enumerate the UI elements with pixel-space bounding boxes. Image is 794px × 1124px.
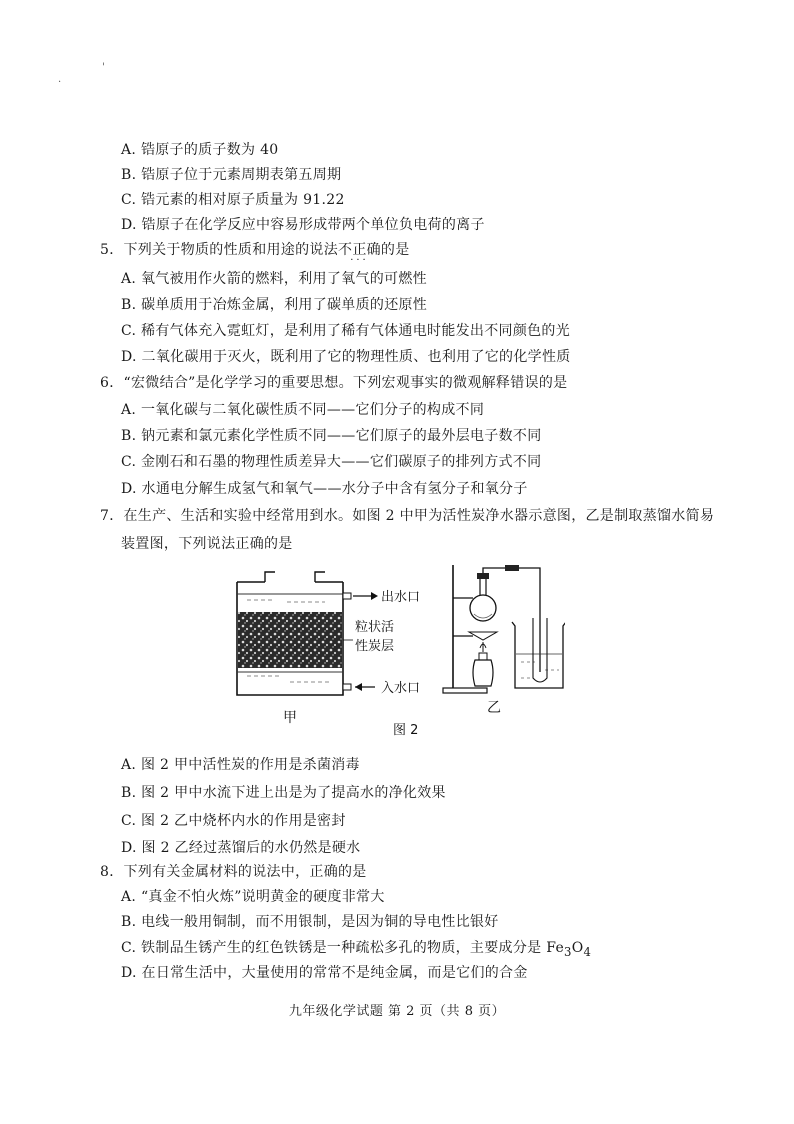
q5-option-d: D. 二氧化碳用于灭火，既利用了它的物理性质、也利用了它的化学性质 <box>121 349 571 365</box>
q7-option-d: D. 图 2 乙经过蒸馏后的水仍然是硬水 <box>121 840 361 856</box>
q6-option-a: A. 一氧化碳与二氧化碳性质不同——它们分子的构成不同 <box>121 402 485 418</box>
inlet-label: 入水口 <box>381 681 421 696</box>
q6-stem: 6．“宏微结合”是化学学习的重要思想。下列宏观事实的微观解释错误的是 <box>100 375 568 391</box>
chemical-formula: $Fe_3O_4$ <box>546 940 592 959</box>
emphasis-text: 不正确 ··· <box>338 242 381 266</box>
carbon-layer-label-2: 性炭层 <box>355 639 395 654</box>
q5-option-c: C. 稀有气体充入霓虹灯，是利用了稀有气体通电时能发出不同颜色的光 <box>121 323 571 339</box>
q8-option-a: A. “真金不怕火炼”说明黄金的硬度非常大 <box>121 889 385 905</box>
figure-2 <box>225 560 565 750</box>
q7-stem-line1: 7．在生产、生活和实验中经常用到水。如图 2 中甲为活性炭净水器示意图，乙是制取蒸馏水简易 <box>100 508 715 524</box>
q5-stem: 5．下列关于物质的性质和用途的说法不正确 ··· 的是 <box>100 242 410 266</box>
q6-option-b: B. 钠元素和氯元素化学性质不同——它们原子的最外层电子数不同 <box>121 428 542 444</box>
q8-option-b: B. 电线一般用铜制，而不用银制，是因为铜的导电性比银好 <box>121 914 499 930</box>
q5-option-a: A. 氧气被用作火箭的燃料，利用了氧气的可燃性 <box>121 271 427 287</box>
q5-option-b: B. 碳单质用于冶炼金属，利用了碳单质的还原性 <box>121 297 428 313</box>
purifier-diagram <box>237 572 420 726</box>
figure-caption: 图 2 <box>393 723 419 738</box>
distillation-diagram <box>443 565 565 716</box>
q6-option-c: C. 金刚石和石墨的物理性质差异大——它们碳原子的排列方式不同 <box>121 454 542 470</box>
q8-stem: 8．下列有关金属材料的说法中，正确的是 <box>100 864 367 880</box>
outlet-label: 出水口 <box>381 590 421 605</box>
q4-option-a: A. 锆原子的质子数为 40 <box>121 142 279 158</box>
page-footer: 九年级化学试题 第 2 页（共 8 页） <box>288 1004 506 1019</box>
q4-option-b: B. 锆原子位于元素周期表第五周期 <box>121 167 342 183</box>
q7-option-a: A. 图 2 甲中活性炭的作用是杀菌消毒 <box>121 757 360 773</box>
q4-option-c: C. 锆元素的相对原子质量为 91.22 <box>121 192 345 208</box>
figure-label-b: 乙 <box>487 700 501 716</box>
q8-option-c: C. 铁制品生锈产生的红色铁锈是一种疏松多孔的物质，主要成分是 $Fe_3O_4$ <box>121 940 592 959</box>
figure-label-a: 甲 <box>283 710 297 726</box>
q4-option-d: D. 锆原子在化学反应中容易形成带两个单位负电荷的离子 <box>121 217 485 233</box>
q8-option-d: D. 在日常生活中，大量使用的常常不是纯金属，而是它们的合金 <box>121 965 528 981</box>
q6-option-d: D. 水通电分解生成氢气和氧气——水分子中含有氢分子和氧分子 <box>121 481 528 497</box>
q7-option-b: B. 图 2 甲中水流下进上出是为了提高水的净化效果 <box>121 785 446 801</box>
q7-option-c: C. 图 2 乙中烧杯内水的作用是密封 <box>121 813 346 829</box>
scan-mark: . <box>58 74 62 85</box>
q7-stem-line2: 装置图，下列说法正确的是 <box>121 536 293 552</box>
scan-mark: ' <box>102 62 105 73</box>
carbon-layer-label-1: 粒状活 <box>355 620 395 635</box>
